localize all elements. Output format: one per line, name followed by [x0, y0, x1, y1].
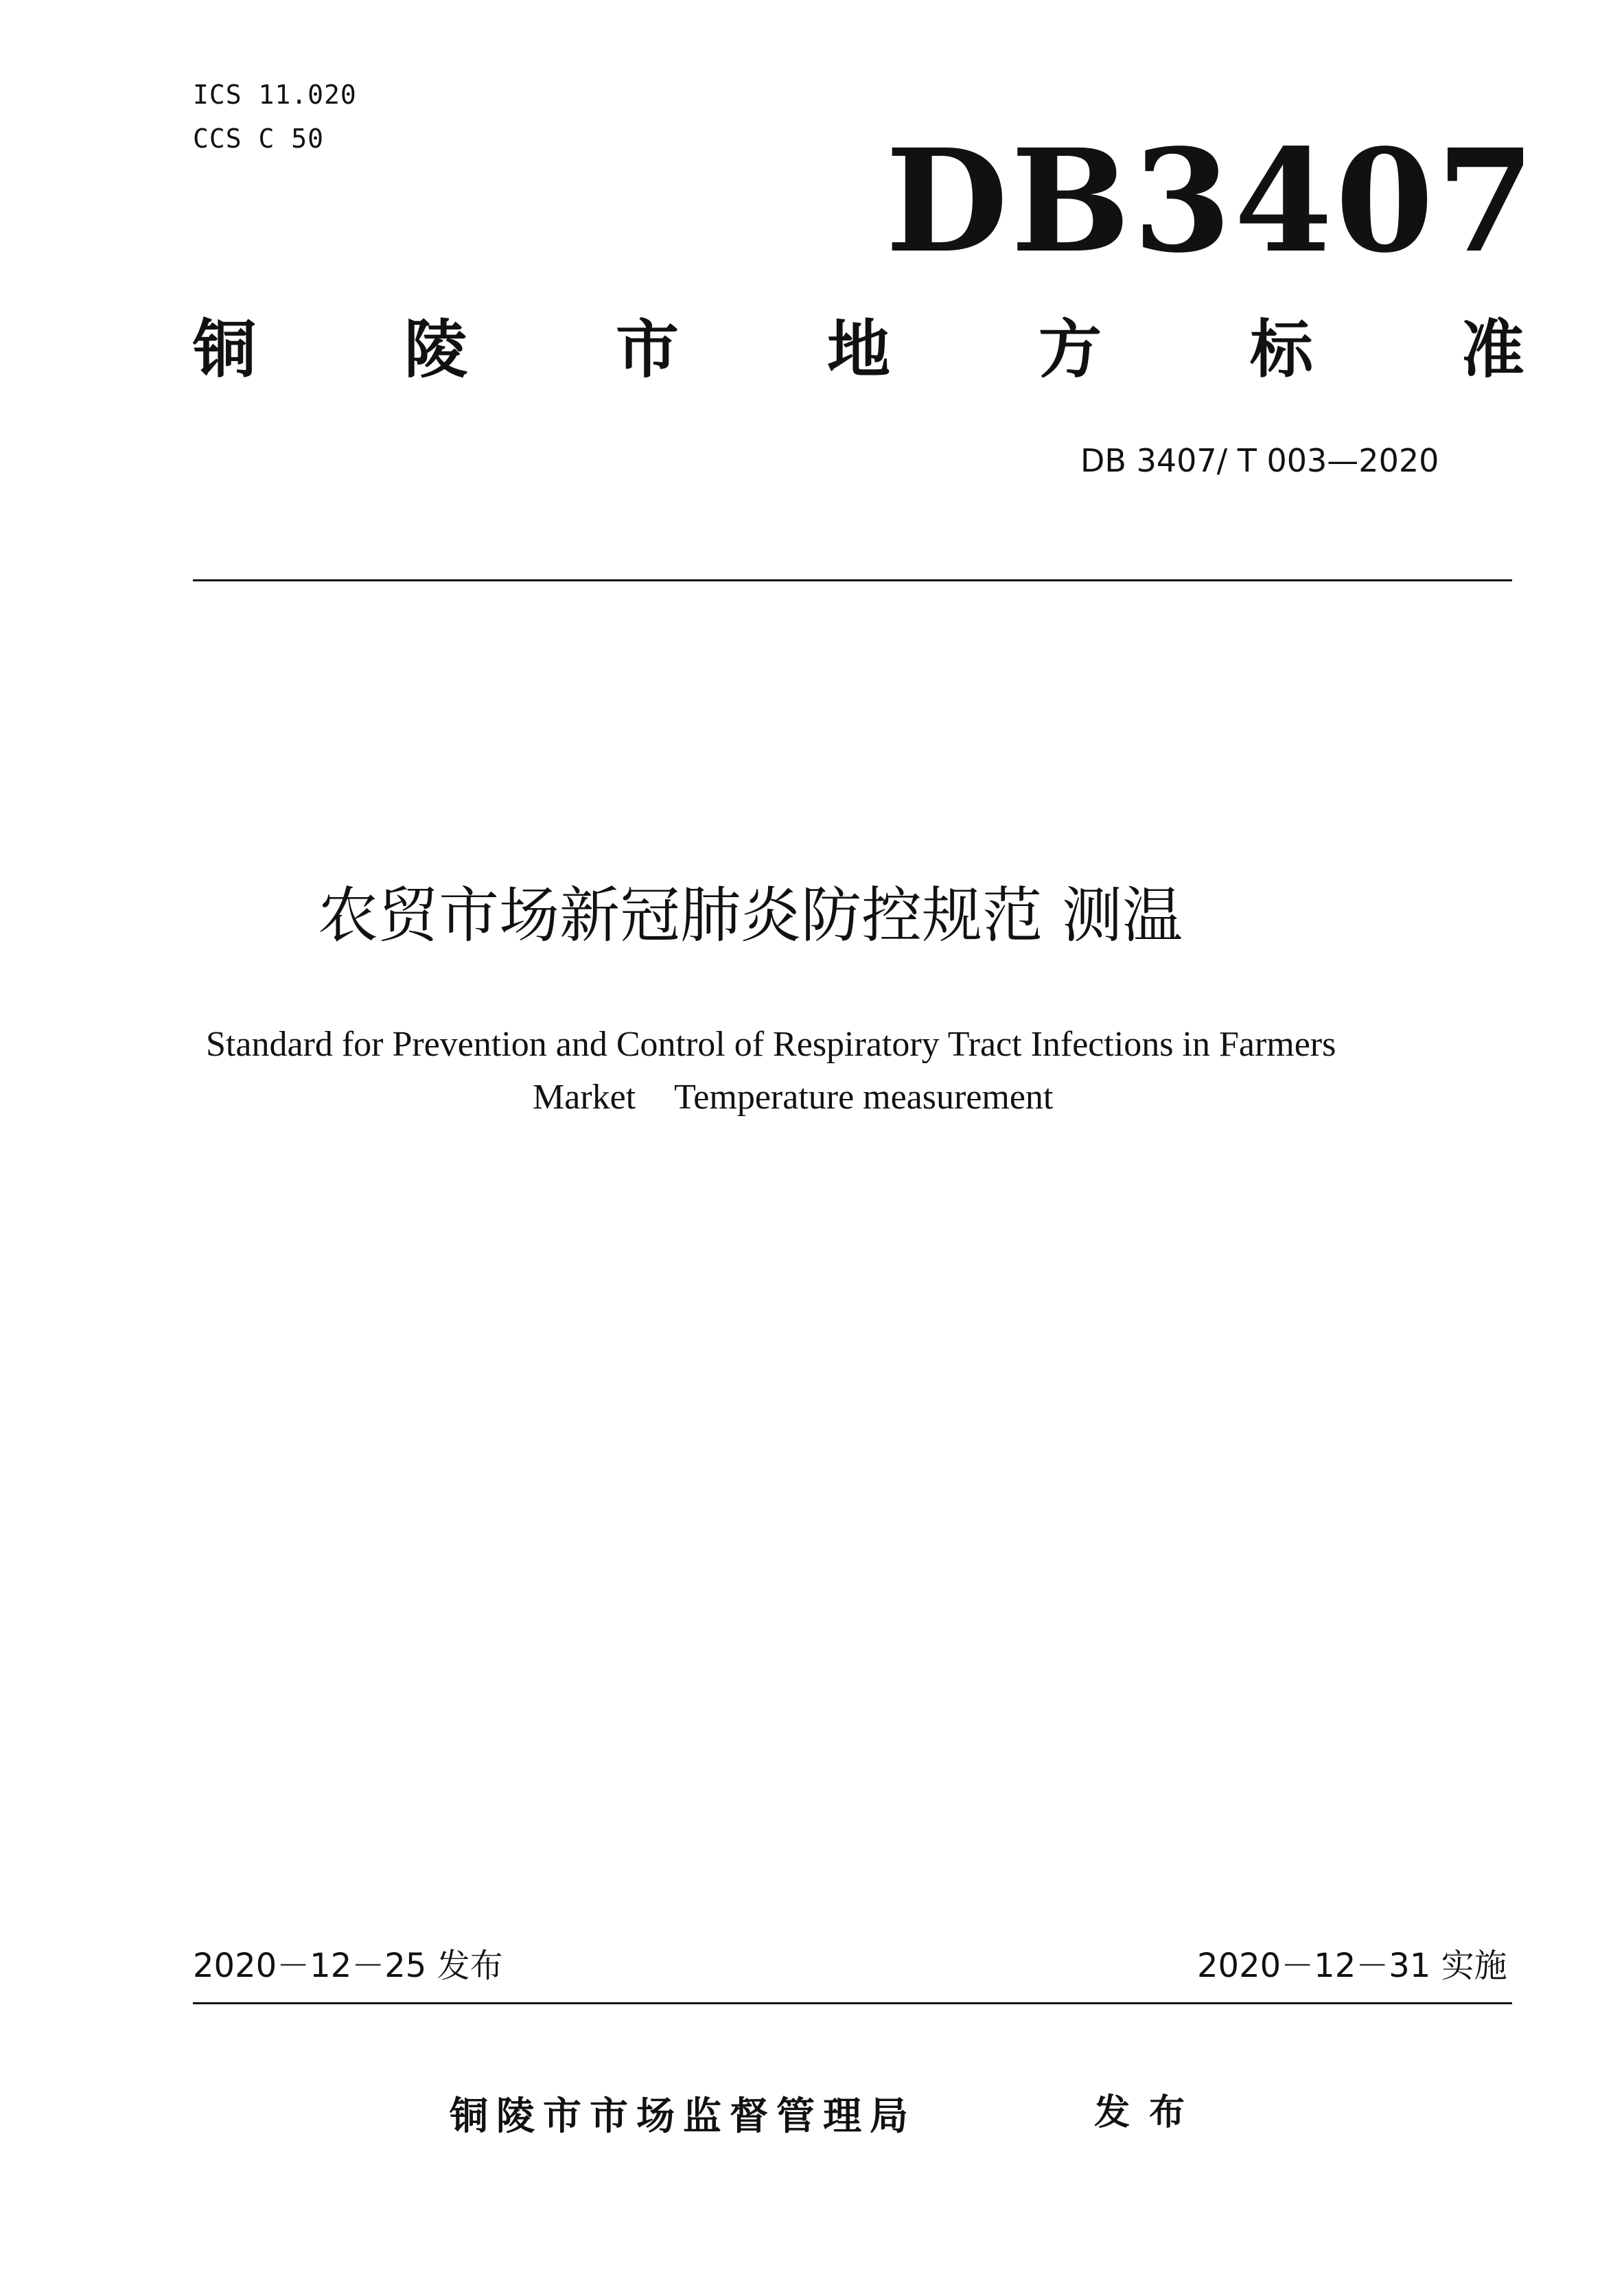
standard-number: DB 3407/ T 003—2020	[1080, 442, 1439, 479]
standard-type-char: 地	[826, 313, 890, 386]
issue-date: 2020－12－25 发布	[193, 1947, 503, 1985]
standard-type-char: 陵	[404, 313, 467, 386]
db-code-logo: DB3407	[885, 118, 1538, 284]
publish-label: 发布	[1094, 2092, 1205, 2133]
title-chinese: 农贸市场新冠肺炎防控规范 测温	[318, 880, 1183, 951]
footer-divider	[193, 2002, 1512, 2004]
standard-type-char: 铜	[193, 313, 257, 386]
standard-type-char: 标	[1249, 313, 1313, 386]
title-chinese-wrapper	[0, 880, 1624, 951]
title-english-line2	[533, 1080, 1053, 1115]
standard-type-heading	[193, 313, 1524, 386]
ics-code: ICS 11.020	[193, 80, 357, 110]
ccs-code: CCS C 50	[193, 124, 325, 154]
title-english-line1: Standard for Prevention and Control of Respiratory Tract Infections in Farmers	[206, 1025, 1336, 1064]
title-english-line2-part1: Market	[533, 1078, 636, 1117]
title-english-line2-part2: Temperature measurement	[674, 1078, 1054, 1117]
standard-type-char: 准	[1461, 313, 1524, 386]
header-divider	[193, 579, 1512, 581]
issuing-authority: 铜陵市市场监督管理局	[450, 2094, 916, 2139]
implementation-date: 2020－12－31 实施	[1197, 1947, 1507, 1985]
standard-type-char: 方	[1038, 313, 1102, 386]
standard-type-char: 市	[615, 313, 679, 386]
